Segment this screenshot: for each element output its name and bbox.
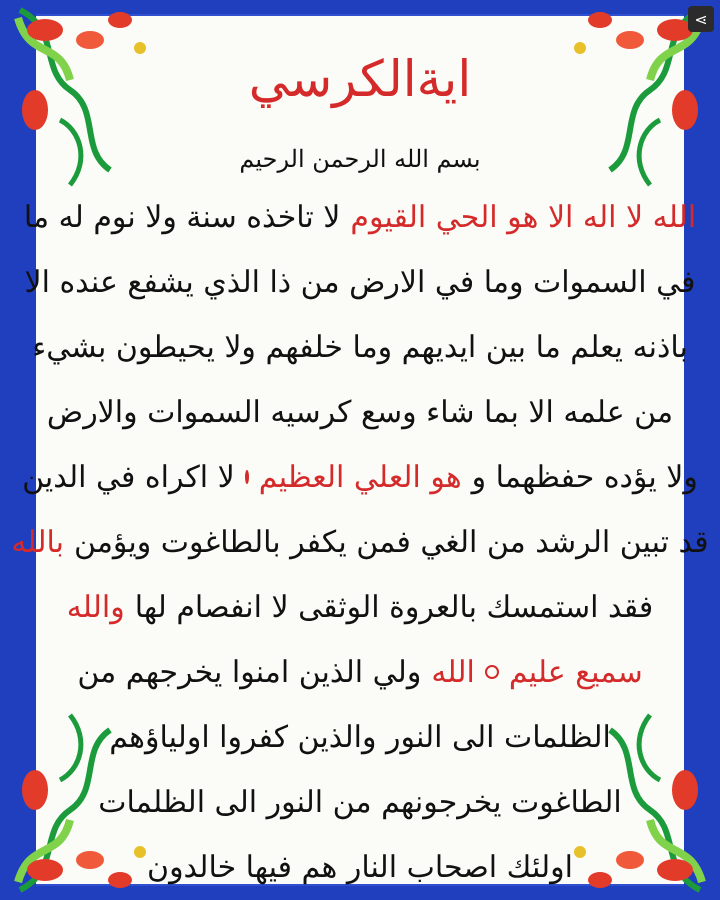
verse-segment: ولا يؤده حفظهما و — [471, 459, 698, 495]
verse-line-5 — [22, 445, 698, 510]
ayah-stop-marker — [245, 470, 249, 484]
verse-segment-red: بالله — [11, 524, 64, 560]
ayah-stop-marker — [485, 665, 499, 679]
page-title: ايةالكرسي — [248, 50, 472, 108]
verse-line-1 — [23, 185, 697, 250]
verse-segment: باذنه يعلم ما بين ايديهم وما خلفهم ولا يحيطون بشيء — [32, 329, 688, 365]
verse-line-4 — [40, 380, 680, 445]
verse-line-9 — [40, 705, 680, 770]
share-icon[interactable]: ⋖ — [688, 6, 714, 32]
verse-segment: اولئك اصحاب النار هم فيها خالدون — [147, 849, 573, 885]
verse-segment: لا تاخذه سنة ولا نوم له ما — [23, 199, 341, 235]
verse-line-8 — [40, 640, 680, 705]
verse-line-3 — [32, 315, 688, 380]
verse-segment: الظلمات الى النور والذين كفروا اولياؤهم — [109, 719, 611, 755]
verse-segment: الطاغوت يخرجونهم من النور الى الظلمات — [98, 784, 622, 820]
verse-line-7 — [40, 575, 680, 640]
verse-line-2 — [24, 250, 696, 315]
verse-segment-red: هو العلي العظيم — [258, 459, 462, 495]
verse-lines — [11, 185, 709, 900]
verse-segment-red: والله — [66, 589, 125, 625]
basmala-line: بسم الله الرحمن الرحيم — [239, 145, 481, 173]
verse-line-6 — [11, 510, 709, 575]
verse-segment: قد تبين الرشد من الغي فمن يكفر بالطاغوت ويؤمن — [73, 524, 709, 560]
verse-segment: ولي الذين امنوا يخرجهم من — [77, 654, 422, 690]
verse-segment: لا اكراه في الدين — [22, 459, 235, 495]
verse-segment-red: الله لا اله الا هو الحي القيوم — [350, 199, 697, 235]
verse-segment-red: الله — [431, 654, 475, 690]
verse-line-11 — [40, 835, 680, 900]
verse-segment: فقد استمسك بالعروة الوثقى لا انفصام لها — [134, 589, 654, 625]
verse-segment: في السموات وما في الارض من ذا الذي يشفع عنده الا — [24, 264, 696, 300]
verse-segment-red: سميع عليم — [508, 654, 643, 690]
verse-line-10 — [40, 770, 680, 835]
verse-segment: من علمه الا بما شاء وسع كرسيه السموات والارض — [46, 394, 674, 430]
